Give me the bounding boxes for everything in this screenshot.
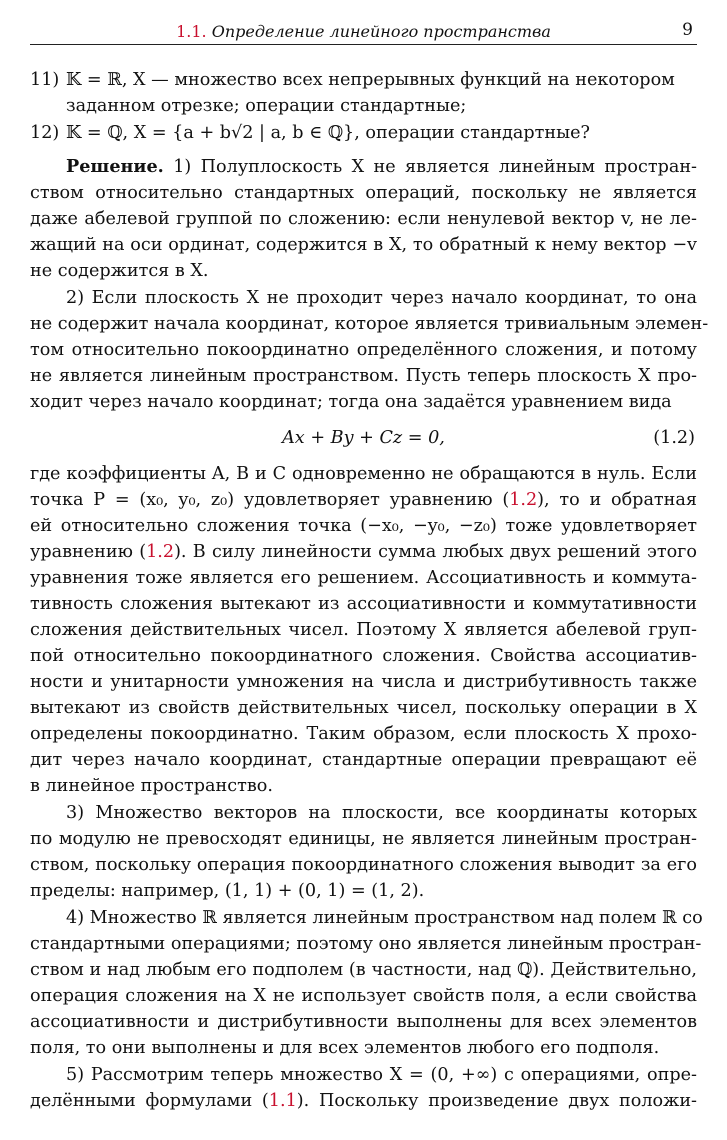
solution-p2b-line-12: дит через начало координат, стандартные операции превращают её — [30, 750, 697, 770]
solution-p2b-line-4 — [30, 539, 697, 565]
solution-p5-line-1: 5) Рассмотрим теперь множество X = (0, +∞) с операциями, опре- — [66, 1065, 697, 1085]
solution-p1-line-2: ством относительно стандартных операций, поскольку не является — [30, 183, 697, 203]
solution-p2b-text-2b: ), то и обратная — [537, 490, 697, 510]
equation-text: Ax + By + Cz = 0, — [282, 428, 445, 448]
running-header — [30, 22, 697, 45]
solution-p1-line-5: не содержится в X. — [30, 261, 209, 281]
solution-p4-line-2: стандартными операциями; поэтому оно является линейным простран- — [30, 934, 702, 954]
solution-p2-line-3: том относительно покоординатно определённого сложения, и потому — [30, 340, 697, 360]
solution-p2b-text-4a: уравнению ( — [30, 542, 147, 562]
solution-p4-line-4: операция сложения на X не использует свойств поля, а если свойства — [30, 986, 697, 1006]
solution-p5-line-2 — [30, 1088, 697, 1114]
solution-p3-line-4: пределы: например, (1, 1) + (0, 1) = (1, 2). — [30, 881, 425, 901]
solution-p2b-text-4b: ). В силу линейности сумма любых двух решений этого — [174, 542, 697, 562]
page-number: 9 — [682, 20, 693, 40]
item-12-line-1 — [30, 120, 697, 146]
solution-p2-line-1: 2) Если плоскость X не проходит через начало координат, то она — [66, 288, 697, 308]
header-title-block — [30, 22, 697, 41]
equation-ref-1-2-link-2[interactable]: 1.2 — [146, 542, 175, 562]
item-11-number: 11) — [30, 70, 60, 90]
solution-p2b-line-11: определены покоординатно. Таким образом, если плоскость X прохо- — [30, 724, 697, 744]
solution-p1-text-1: 1) Полуплоскость X не является линейным простран- — [173, 157, 698, 177]
solution-p2b-line-10: вытекают из свойств действительных чисел, поскольку операции в X — [30, 698, 697, 718]
equation-ref-1-2-link[interactable]: 1.2 — [509, 490, 538, 510]
solution-p4-line-3: ством и над любым его подполем (в частности, над ℚ). Действительно, — [30, 960, 697, 980]
solution-p2b-line-2 — [30, 487, 697, 513]
solution-p1-line-1 — [66, 154, 697, 180]
solution-p2-line-2: не содержит начала координат, которое является тривиальным элемен- — [30, 314, 709, 334]
solution-p5-text-2b: ). Поскольку произведение двух положи- — [296, 1091, 697, 1111]
solution-p2b-text-2a: точка P = (x₀, y₀, z₀) удовлетворяет уравнению ( — [30, 490, 510, 510]
solution-p3-line-3: ством, поскольку операция покоординатного сложения выводит за его — [30, 855, 697, 875]
solution-p2b-line-13: в линейное пространство. — [30, 776, 273, 796]
solution-p4-line-5: ассоциативности и дистрибутивности выполнены для всех элементов — [30, 1012, 697, 1032]
solution-p2b-line-3: ей относительно сложения точка (−x₀, −y₀, −z₀) тоже удовлетворяет — [30, 516, 697, 536]
header-title: Определение линейного пространства — [211, 22, 551, 41]
item-12-text: 𝕂 = ℚ, X = {a + b√2 | a, b ∈ ℚ}, операции стандартные? — [66, 123, 590, 143]
solution-p1-line-4: жащий на оси ординат, содержится в X, то обратный к нему вектор −v — [30, 235, 697, 255]
solution-p2b-line-9: ности и унитарности умножения на числа и дистрибутивность также — [30, 672, 697, 692]
item-11-line-2: заданном отрезке; операции стандартные; — [66, 96, 467, 116]
solution-p3-line-2: по модулю не превосходят единицы, не является линейным простран- — [30, 829, 697, 849]
item-11-text-1: 𝕂 = ℝ, X — множество всех непрерывных функций на некотором — [66, 70, 675, 90]
solution-p2b-line-7: сложения действительных чисел. Поэтому X является абелевой груп- — [30, 620, 697, 640]
solution-p2-line-4: не является линейным пространством. Пусть теперь плоскость X про- — [30, 366, 697, 386]
solution-p2b-line-5: уравнения тоже является его решением. Ассоциативность и коммута- — [30, 568, 697, 588]
solution-heading: Решение. — [66, 156, 164, 177]
equation-1-2 — [30, 425, 697, 451]
header-section-number: 1.1. — [176, 22, 207, 41]
solution-p2b-line-8: пой относительно покоординатного сложения. Свойства ассоциатив- — [30, 646, 697, 666]
solution-p2b-line-1: где коэффициенты A, B и C одновременно не обращаются в нуль. Если — [30, 464, 697, 484]
solution-p4-line-1: 4) Множество ℝ является линейным пространством над полем ℝ со — [66, 908, 703, 928]
item-12-number: 12) — [30, 123, 60, 143]
solution-p1-line-3: даже абелевой группой по сложению: если ненулевой вектор v, не ле- — [30, 209, 697, 229]
solution-p3-line-1: 3) Множество векторов на плоскости, все координаты которых — [66, 803, 697, 823]
item-11-line-1 — [30, 67, 697, 93]
solution-p5-text-2a: делёнными формулами ( — [30, 1091, 269, 1111]
solution-p2-line-5: ходит через начало координат; тогда она задаётся уравнением вида — [30, 392, 672, 412]
solution-p4-line-6: поля, то они выполнены и для всех элементов любого его подполя. — [30, 1038, 660, 1058]
solution-p2b-line-6: тивность сложения вытекают из ассоциативности и коммутативности — [30, 594, 697, 614]
equation-ref-1-1-link[interactable]: 1.1 — [268, 1091, 297, 1111]
equation-number: (1.2) — [653, 428, 695, 448]
